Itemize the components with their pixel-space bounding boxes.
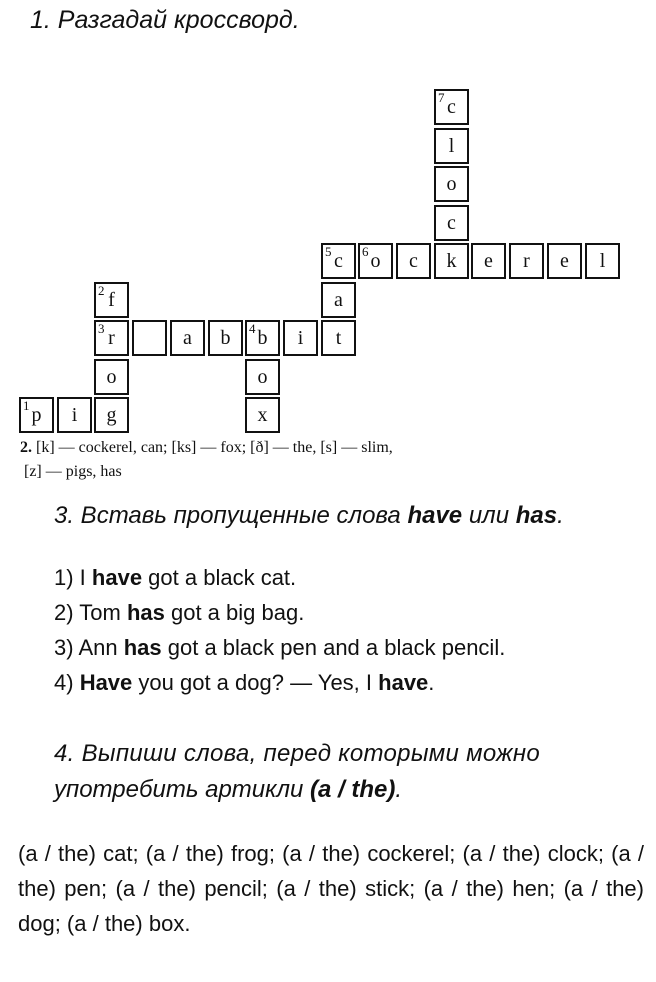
- crossword-cell: [321, 282, 356, 318]
- crossword-cell: [94, 282, 129, 318]
- crossword-cell: [471, 243, 506, 279]
- crossword-cell: [434, 89, 469, 125]
- line-text: got a black pen and a black pencil.: [161, 635, 506, 660]
- clue-number: 2: [98, 283, 105, 298]
- clue-number: 3: [98, 321, 105, 336]
- cell-letter: l: [599, 249, 606, 272]
- task4-title-end: .: [395, 776, 403, 803]
- clue-number: 6: [362, 244, 369, 259]
- cell-letter: b: [220, 326, 231, 349]
- cell-letter: o: [257, 365, 268, 388]
- cell-letter: b: [257, 326, 268, 349]
- crossword-cell: [170, 320, 205, 356]
- clue-number: 7: [438, 90, 445, 105]
- crossword-cell: [132, 320, 167, 356]
- crossword-cell: [283, 320, 318, 356]
- crossword-cell: [434, 205, 469, 241]
- crossword-cell: [434, 243, 469, 279]
- clue-number: 5: [325, 244, 332, 259]
- task2-answer: [20, 436, 620, 484]
- crossword-cell: [245, 397, 280, 433]
- crossword-cell: [547, 243, 582, 279]
- line-answer: has: [126, 600, 165, 625]
- cell-letter: e: [560, 249, 569, 272]
- cell-letter: i: [71, 403, 78, 426]
- crossword-cell: [321, 320, 356, 356]
- line-answer: Have: [79, 670, 133, 695]
- crossword-cell: [245, 359, 280, 395]
- crossword-cell: [94, 320, 129, 356]
- crossword-cell: [208, 320, 243, 356]
- cell-letter: a: [183, 326, 192, 349]
- line-answer: have: [91, 565, 143, 590]
- line-text: 4): [54, 670, 80, 695]
- cell-letter: e: [484, 249, 493, 272]
- crossword-cell: [358, 243, 393, 279]
- task3-title-have: have: [407, 502, 463, 529]
- crossword-cell: [94, 359, 129, 395]
- cell-letter: o: [106, 365, 117, 388]
- task3-line-4: [54, 665, 505, 700]
- cell-letter: i: [297, 326, 304, 349]
- task3-title-end: .: [557, 502, 564, 529]
- cell-letter: c: [447, 211, 456, 234]
- crossword-cell: [434, 128, 469, 164]
- line-text: 3) Ann: [54, 635, 124, 660]
- cell-letter: t: [335, 326, 342, 349]
- task2-line1: [20, 436, 620, 460]
- cell-letter: c: [334, 249, 343, 272]
- crossword-cell: [321, 243, 356, 279]
- cell-letter: g: [106, 403, 117, 426]
- cell-letter: x: [257, 403, 268, 426]
- line-text: 2) Tom: [54, 600, 127, 625]
- task4-title-pre: употребить артикли: [54, 776, 311, 803]
- cell-letter: r: [523, 249, 530, 272]
- task1-title: 1. Разгадай кроссворд.: [30, 6, 300, 34]
- line-answer: have: [378, 670, 429, 695]
- task3-line-3: [54, 630, 505, 665]
- task4-answer-text: (a / the) cat; (a / the) frog; (a / the) cockerel; (a / the) clock; (a / the) pen; (a / the) pencil; (a / the) stick; (a / the) hen; (a / the) dog; (a / the) box.: [18, 841, 644, 936]
- task4-title-line1: 4. Выпиши слова, перед которыми можно: [54, 740, 540, 767]
- cell-letter: c: [409, 249, 418, 272]
- task3-line-1: [54, 560, 505, 595]
- task3-title-has: has: [515, 502, 558, 529]
- crossword-cell: [434, 166, 469, 202]
- cell-letter: l: [448, 134, 455, 157]
- crossword-cell: [585, 243, 620, 279]
- crossword-grid: [0, 0, 656, 430]
- crossword-cell: [396, 243, 431, 279]
- line-text: got a big bag.: [164, 600, 305, 625]
- task3-answers: [54, 560, 505, 700]
- task4-title-line2: [54, 776, 402, 804]
- task2-line2: [z] — pigs, has: [24, 463, 122, 480]
- crossword-cell: [19, 397, 54, 433]
- clue-number: 4: [249, 321, 256, 336]
- task2-text1: [k] — cockerel, can; [ks] — fox; [ð] — the, [s] — slim,: [36, 439, 393, 456]
- line-text: you got a dog? — Yes, I: [132, 670, 379, 695]
- cell-letter: c: [447, 95, 456, 118]
- line-answer: has: [123, 635, 162, 660]
- crossword-cell: [509, 243, 544, 279]
- crossword-cell: [94, 397, 129, 433]
- crossword-cell: [57, 397, 92, 433]
- line-text: 1) I: [54, 565, 92, 590]
- task3-title-pre: 3. Вставь пропущенные слова: [54, 502, 408, 529]
- cell-letter: a: [334, 288, 343, 311]
- cell-letter: k: [446, 249, 457, 272]
- cell-letter: f: [108, 288, 115, 311]
- task3-title-mid: или: [462, 502, 516, 529]
- line-text: got a black cat.: [142, 565, 297, 590]
- clue-number: 1: [23, 398, 30, 413]
- task3-title: [54, 502, 564, 530]
- task4-title-articles: (a / the): [310, 776, 396, 803]
- cell-letter: p: [31, 403, 42, 426]
- task3-line-2: [54, 595, 505, 630]
- cell-letter: o: [446, 172, 457, 195]
- task2-label: 2.: [20, 439, 32, 456]
- cell-letter: o: [370, 249, 381, 272]
- cell-letter: r: [108, 326, 115, 349]
- line-text: .: [428, 670, 435, 695]
- crossword-cell: [245, 320, 280, 356]
